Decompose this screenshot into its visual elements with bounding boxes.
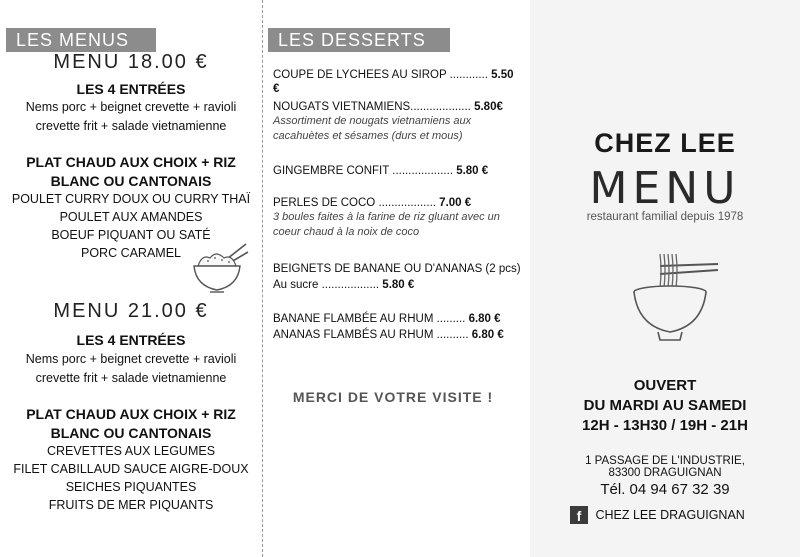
dessert-price: 5.80 € (382, 279, 415, 291)
phone-number: Tél. 04 94 67 32 39 (600, 481, 730, 498)
thanks-message: MERCI DE VOTRE VISITE ! (292, 389, 494, 405)
menu1-main-heading-line2: BLANC OU CANTONAIS (50, 173, 212, 189)
menu2-starters-line1: Nems porc + beignet crevette + ravioli (25, 352, 237, 366)
dessert-sub: Au sucre .................. (273, 279, 380, 291)
dessert-item (273, 328, 523, 342)
dessert-price: 5.80€ (474, 101, 503, 113)
facebook-label: CHEZ LEE DRAGUIGNAN (595, 508, 745, 522)
facebook-link[interactable] (570, 506, 745, 524)
dessert-description: cacahuètes et sésames (durs et mous) (273, 130, 463, 142)
menus-panel (0, 0, 262, 557)
dessert-name: GINGEMBRE CONFIT ................... (273, 165, 453, 177)
menu1-dish: POULET CURRY DOUX OU CURRY THAÏ (11, 192, 251, 206)
menu2-title: MENU 21.00 € (53, 300, 209, 322)
menu2-dish: CREVETTES AUX LEGUMES (46, 444, 216, 458)
menu1-starters-line1: Nems porc + beignet crevette + ravioli (25, 100, 237, 114)
tagline: restaurant familial depuis 1978 (586, 211, 744, 223)
menu1-starters-line2: crevette frit + salade vietnamienne (35, 119, 227, 133)
dessert-name: PERLES DE COCO .................. (273, 197, 436, 209)
dessert-price: 5.80 € (456, 165, 489, 177)
menu1-dish: PORC CARAMEL (80, 246, 182, 260)
opening-label: OUVERT (633, 377, 697, 394)
dessert-description: coeur chaud à la noix de coco (273, 226, 420, 238)
dessert-item (273, 100, 523, 144)
dessert-name: NOUGATS VIETNAMIENS................... (273, 101, 471, 113)
facebook-icon: f (570, 506, 588, 524)
dessert-price: 7.00 € (439, 197, 472, 209)
dessert-item (273, 196, 523, 240)
menu1-dish: BOEUF PIQUANT OU SATÉ (51, 228, 211, 242)
dessert-item (273, 312, 523, 326)
dessert-item (273, 262, 523, 292)
menu2-dish: FRUITS DE MER PIQUANTS (48, 498, 214, 512)
dessert-name: ANANAS FLAMBÉS AU RHUM .......... (273, 329, 469, 341)
menu1-starters-heading: LES 4 ENTRÉES (76, 81, 186, 97)
menu2-main-heading-line2: BLANC OU CANTONAIS (50, 425, 212, 441)
address-line2: 83300 DRAGUIGNAN (608, 467, 722, 479)
restaurant-name: CHEZ LEE (594, 128, 736, 158)
dessert-item (273, 68, 523, 96)
opening-days: DU MARDI AU SAMEDI (583, 397, 747, 414)
rice-bowl-icon (188, 240, 250, 298)
menu1-title: MENU 18.00 € (53, 51, 209, 73)
menu1-main-heading-line1: PLAT CHAUD AUX CHOIX + RIZ (26, 154, 236, 170)
cover-panel (530, 0, 800, 557)
menu2-dish: FILET CABILLAUD SAUCE AIGRE-DOUX (13, 462, 249, 476)
noodle-bowl-icon (630, 244, 720, 344)
menu2-dish: SEICHES PIQUANTES (65, 480, 197, 494)
desserts-panel (262, 0, 530, 557)
desserts-banner: LES DESSERTS (268, 28, 450, 52)
dessert-price: 5.50 € (273, 69, 514, 95)
menu2-starters-heading: LES 4 ENTRÉES (76, 332, 186, 348)
dessert-name: BEIGNETS DE BANANE OU D'ANANAS (2 pcs) (273, 263, 521, 275)
address-line1: 1 PASSAGE DE L'INDUSTRIE, (585, 455, 745, 467)
menu2-main-heading-line1: PLAT CHAUD AUX CHOIX + RIZ (26, 406, 236, 422)
menu1-dish: POULET AUX AMANDES (59, 210, 203, 224)
menu2-starters-line2: crevette frit + salade vietnamienne (35, 371, 227, 385)
opening-hours: 12H - 13H30 / 19H - 21H (582, 417, 748, 434)
dessert-price: 6.80 € (471, 329, 504, 341)
dessert-name: BANANE FLAMBÉE AU RHUM ......... (273, 313, 466, 325)
dessert-item (273, 164, 523, 178)
dessert-price: 6.80 € (468, 313, 501, 325)
dessert-description: Assortiment de nougats vietnamiens aux (273, 115, 472, 127)
menu-word: MENU (589, 163, 741, 214)
menus-banner: LES MENUS (6, 28, 156, 52)
dessert-description: 3 boules faites à la farine de riz gluant avec un (273, 211, 500, 223)
dessert-name: COUPE DE LYCHEES AU SIROP ............ (273, 69, 488, 81)
